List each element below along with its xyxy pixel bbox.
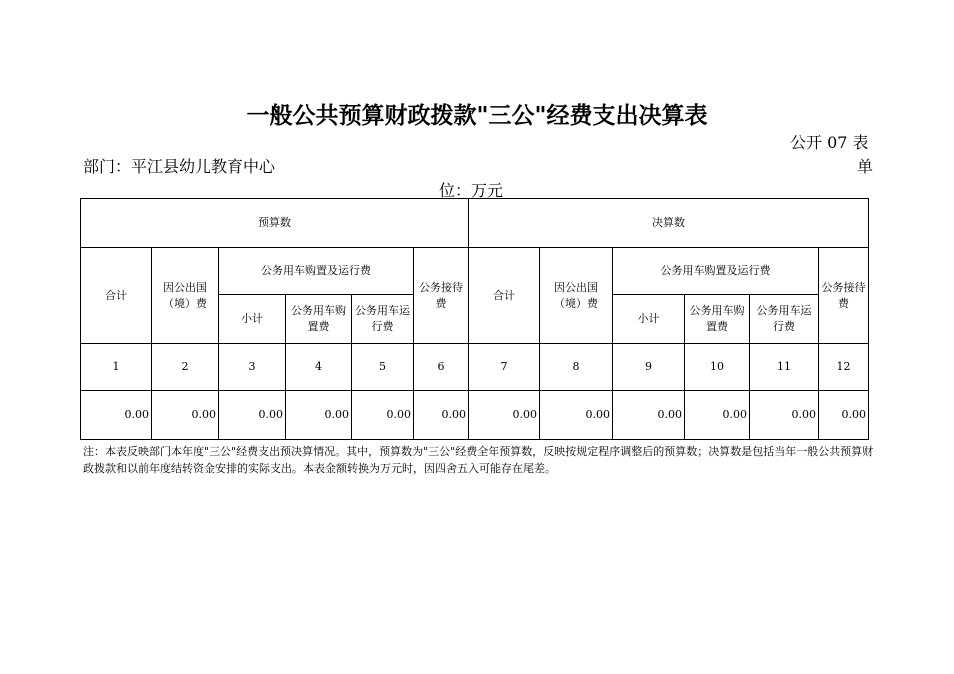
value-cell: 0.00 [81,391,152,440]
final-vehicle-group-header: 公务用车购置及运行费 [613,248,819,295]
index-cell: 9 [613,344,685,391]
index-cell: 5 [352,344,414,391]
page-title: 一般公共预算财政拨款"三公"经费支出决算表 [246,103,708,129]
budget-vehicle-operation-header: 公务用车运行费 [352,295,414,344]
three-public-expenses-table [80,198,869,440]
budget-vehicle-group-header: 公务用车购置及运行费 [219,248,414,295]
index-row [81,344,869,391]
budget-subtotal-header: 小计 [219,295,286,344]
index-cell: 10 [685,344,750,391]
budget-vehicle-purchase-header: 公务用车购置费 [286,295,352,344]
value-cell: 0.00 [540,391,613,440]
value-cell: 0.00 [469,391,540,440]
index-cell: 4 [286,344,352,391]
value-row [81,391,869,440]
index-cell: 2 [152,344,219,391]
final-abroad-header: 因公出国（境）费 [540,248,613,344]
department-label: 部门：平江县幼儿教育中心 [83,157,276,176]
index-cell: 1 [81,344,152,391]
value-cell: 0.00 [613,391,685,440]
budget-total-header: 合计 [81,248,152,344]
final-vehicle-operation-header: 公务用车运行费 [750,295,819,344]
budget-abroad-header: 因公出国（境）费 [152,248,219,344]
table-note: 注：本表反映部门本年度"三公"经费支出预决算情况。其中，预算数为"三公"经费全年预算数，反映按规定程序调整后的预算数；决算数是包括当年一般公共预算财政拨款和以前年度结转资金安排的实际支出。本表金额转换为万元时，因四舍五入可能存在尾差。 [83,445,874,475]
unit-label-part2: 位：万元 [439,181,504,200]
final-header: 决算数 [469,199,869,248]
value-cell: 0.00 [750,391,819,440]
value-cell: 0.00 [414,391,469,440]
value-cell: 0.00 [685,391,750,440]
index-cell: 6 [414,344,469,391]
value-cell: 0.00 [219,391,286,440]
index-cell: 11 [750,344,819,391]
index-cell: 3 [219,344,286,391]
final-total-header: 合计 [469,248,540,344]
final-reception-header: 公务接待费 [819,248,869,344]
budget-reception-header: 公务接待费 [414,248,469,344]
form-number: 公开 07 表 [790,133,869,152]
index-cell: 12 [819,344,869,391]
index-cell: 8 [540,344,613,391]
budget-header: 预算数 [81,199,469,248]
value-cell: 0.00 [819,391,869,440]
final-subtotal-header: 小计 [613,295,685,344]
unit-label-part1: 单 [857,157,874,176]
value-cell: 0.00 [152,391,219,440]
value-cell: 0.00 [352,391,414,440]
final-vehicle-purchase-header: 公务用车购置费 [685,295,750,344]
value-cell: 0.00 [286,391,352,440]
index-cell: 7 [469,344,540,391]
